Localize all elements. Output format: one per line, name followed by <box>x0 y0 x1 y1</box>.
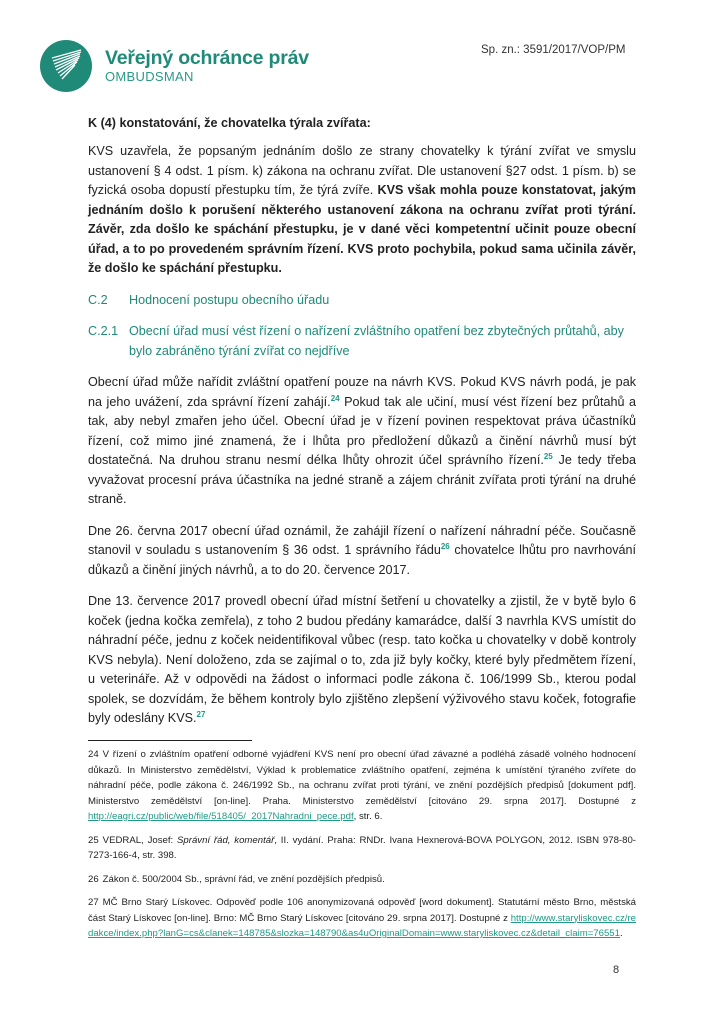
footnote-text: Zákon č. 500/2004 Sb., správní řád, ve znění pozdějších předpisů. <box>102 873 385 885</box>
paragraph-text: KVS uzavřela, že popsaným jednáním došlo ze strany chovatelky k týrání zvířat ve smyslu ustanovení § 4 odst. 1 písm. k) zákona na ochranu zvířat. Dle ustanovení §27 odst. 1 písm. b) se fyzická osoba dopustí přestupku tím, že týrá zvíře. <box>88 144 636 197</box>
section-heading-c2 <box>88 291 636 311</box>
footnote-number: 25 <box>88 834 99 846</box>
section-heading-c21 <box>88 322 636 361</box>
ombudsman-emblem-icon <box>40 40 92 92</box>
section-title: Hodnocení postupu obecního úřadu <box>129 292 330 307</box>
section-number: C.2.1 <box>88 324 119 338</box>
footnote-text: MČ Brno Starý Lískovec. Odpověď podle 106 anonymizovaná odpověď [word dokument]. Statutární město Brno, městská část Starý Lískovec [on-line]. Brno: MČ Brno Starý Lískovec [citováno 29. srpna 2017]. Dostupné z <box>88 897 636 924</box>
paragraph-bold-text: KVS však mohla pouze konstatovat, jakým jednáním došlo k porušení některého ustanovení zákona na ochranu zvířat proti týrání. Závěr, zda došlo ke spáchání přestupku, je v dané věci kompetentní učinit pouze obecní úřad, a to po provedeném správním řízení. KVS proto pochybila, pokud sama učinila závěr, že došlo ke spáchání přestupku. <box>88 183 636 275</box>
paragraph-text: Obecní úřad může nařídit zvláštní opatření pouze na návrh KVS. Pokud KVS návrh podá, je pak na jeho uvážení, zda správní řízení zahájí. <box>88 375 636 409</box>
footnote-separator <box>88 740 252 741</box>
footnote-text: . <box>619 928 623 939</box>
footnote-ref-26[interactable]: 26 <box>440 541 450 551</box>
paragraph-1 <box>88 373 636 510</box>
logo-title: Veřejný ochránce práv <box>105 47 309 69</box>
footnote-27 <box>88 895 636 942</box>
footnotes <box>88 747 636 950</box>
footnote-number: 24 <box>88 749 99 760</box>
footnote-link[interactable]: http://www.staryliskovec.cz/redakce/index.php?lanG=cs&clanek=148785&slozka=148790&as4uOriginalDomain=www.staryliskovec.cz&detail_claim=76551 <box>88 912 636 939</box>
footnote-link[interactable]: http://eagri.cz/public/web/file/518405/_2017Nahradni_pece.pdf <box>88 811 354 822</box>
paragraph-text: Dne 26. června 2017 obecní úřad oznámil, že zahájil řízení o nařízení náhradní péče. Současně stanovil v souladu s ustanovením § 36 odst. 1 správního řádu <box>88 523 636 557</box>
paragraph-3 <box>88 592 636 729</box>
footnote-text: , II. vydání. Praha: RNDr. Ivana Hexnerová-BOVA POLYGON, 2012. ISBN 978-80-7273-166-4, str. 398. <box>88 834 636 861</box>
section-number: C.2 <box>88 292 108 307</box>
paragraph-text: Pokud tak ale učiní, musí vést řízení bez průtahů a tak, aby nebyl zmařen jeho účel. Obecní úřad je v řízení povinen respektovat práva účastníků řízení, což mimo jiné znamená, že i lhůta pro předložení důkazů a činění návrhů musí být dostatečná. Na druhou stranu nesmí délka lhůty ohrozit účel správního řízení. <box>88 394 637 467</box>
paragraph-text: Je tedy třeba vyvažovat procesní práva účastníka na jedné straně a zájem chránit zvířata proti týrání na druhé straně. <box>88 453 636 506</box>
footnote-text: VEDRAL, Josef: <box>102 834 178 846</box>
footnote-text: , str. 6. <box>353 811 383 822</box>
footnote-title-italic: Správní řád, komentář <box>177 834 275 846</box>
paragraph-k4 <box>88 142 636 279</box>
footnote-ref-27[interactable]: 27 <box>196 709 206 719</box>
footnote-25 <box>88 833 636 864</box>
footnote-ref-25[interactable]: 25 <box>543 451 553 461</box>
section-title: Obecní úřad musí vést řízení o nařízení zvláštního opatření bez zbytečných průtahů, aby bylo zabráněno týrání zvířat co nejdříve <box>129 324 624 358</box>
main-content <box>88 116 636 741</box>
footnote-number: 26 <box>88 873 99 885</box>
paragraph-text: Dne 13. července 2017 provedl obecní úřad místní šetření u chovatelky a zjistil, že v bytě bylo 6 koček (jedna kočka zemřela), z toho 2 budou předány kamarádce, další 3 navrhla KVS umístit do náhradní péče, jednu z koček neidentifikoval vůbec (resp. tato kočka u chovatelky v době kontroly KVS nebyla). Není doloženo, zda se zajímal o to, zda již byly kočky, které byly předmětem řízení, u veterináře. Až v odpovědi na žádost o informaci podle zákona č. 106/1999 Sb., kterou podal spolek, se dozvídám, že během kontroly bylo zjištěno zlepšení výživového stavu koček, fotografie byly odeslány KVS. <box>88 594 636 725</box>
section-heading-k4: K (4) konstatování, že chovatelka týrala zvířata: <box>88 116 371 130</box>
paragraph-2 <box>88 522 636 581</box>
footnote-26 <box>88 872 636 888</box>
footnote-ref-24[interactable]: 24 <box>330 393 340 403</box>
ombudsman-logo <box>40 40 309 92</box>
paragraph-text: chovatelce lhůtu pro navrhování důkazů a činění jiných návrhů, a to do 20. července 2017. <box>88 543 636 577</box>
footnote-text: V řízení o zvláštním opatření odborné vyjádření KVS není pro obecní úřad závazné a podléhá zásadě volného hodnocení důkazů. In Ministerstvo zemědělství, Výklad k problematice zvláštního opatření, zejména k umístění týraného zvířete do náhradní péče, podle zákona č. 246/1992 Sb., na ochranu zvířat proti týrání, ve znění pozdějších předpisů [dokument pdf]. Ministerstvo zemědělství [on-line]. Praha. Ministerstvo zemědělství [citováno 29. srpna 2017]. Dostupné z <box>88 749 636 807</box>
reference-number: Sp. zn.: 3591/2017/VOP/PM <box>481 44 626 56</box>
page-number: 8 <box>613 964 620 976</box>
footnote-number: 27 <box>88 897 99 908</box>
logo-subtitle: OMBUDSMAN <box>105 69 194 84</box>
footnote-24 <box>88 747 636 825</box>
